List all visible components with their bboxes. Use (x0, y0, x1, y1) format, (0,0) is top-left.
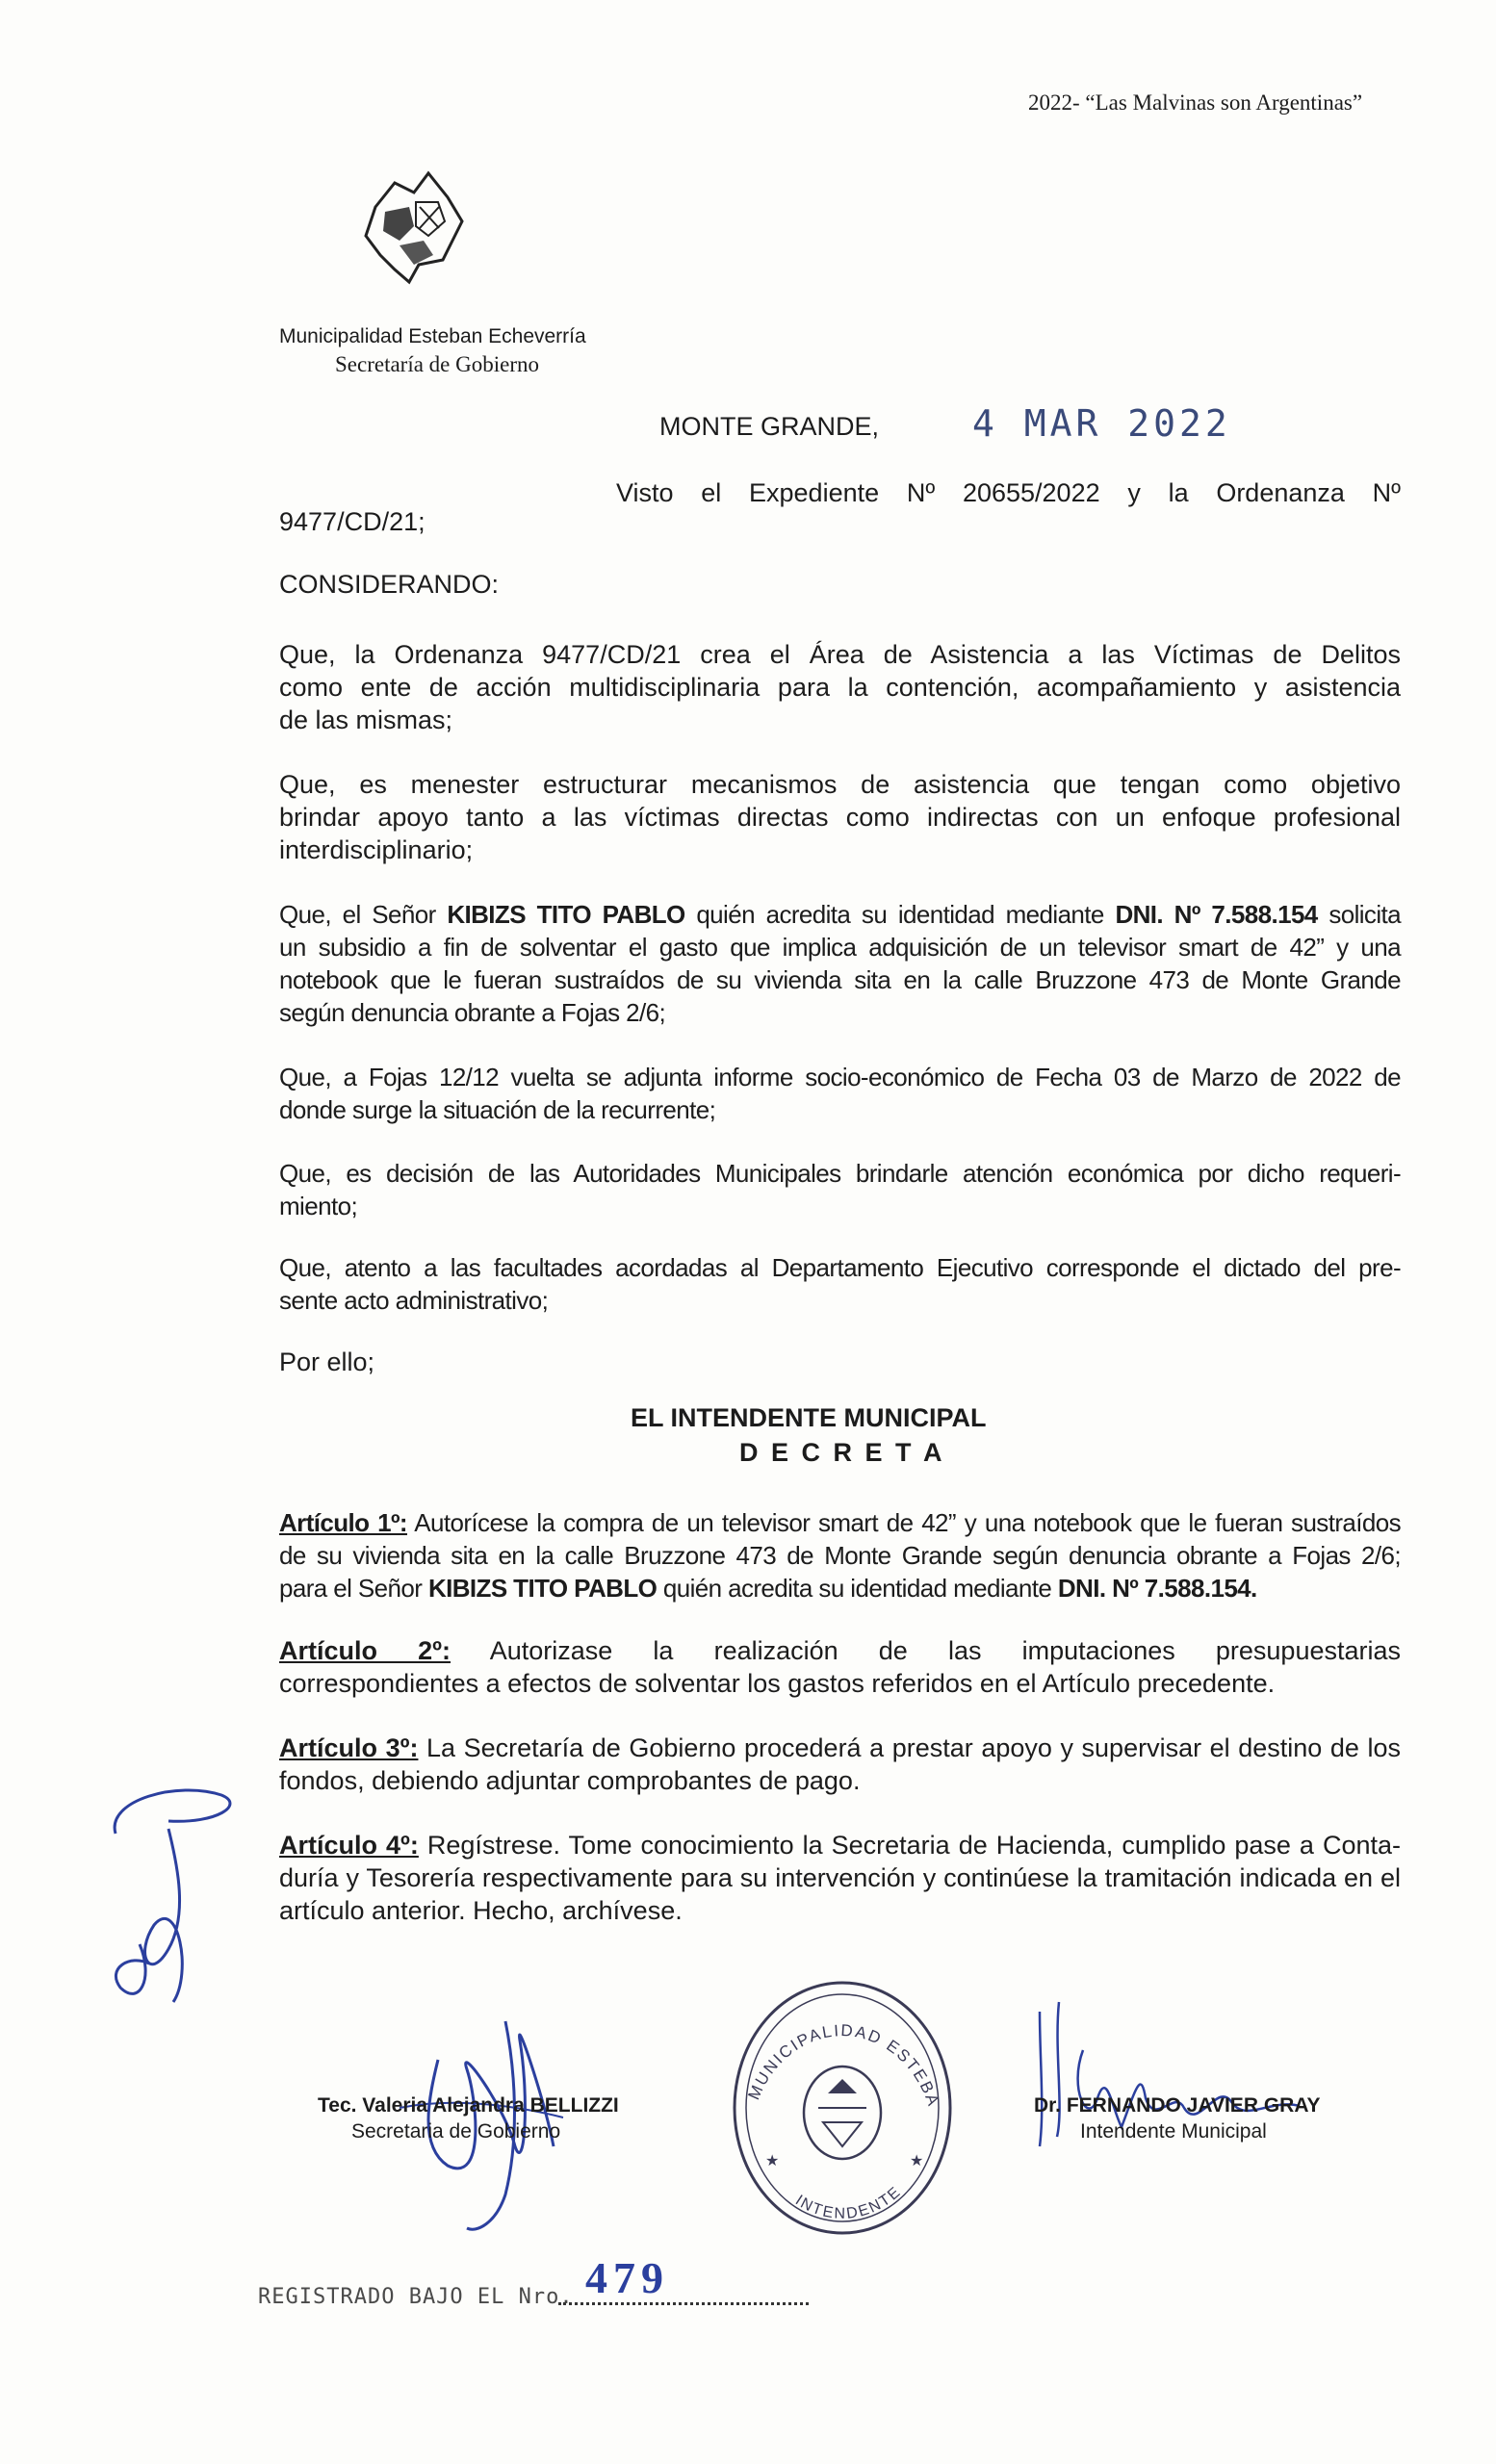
text-line (279, 1829, 1401, 1861)
text-fragment: Autorícese la compra de un televisor smart de 42” y una notebook que le fueran sustraídos (406, 1508, 1401, 1537)
text-line (279, 1634, 1401, 1667)
article-label: Artículo 4º: (279, 1831, 419, 1860)
por-ello: Por ello; (279, 1348, 375, 1376)
svg-text:★: ★ (765, 2153, 780, 2169)
seal-top-text: MUNICIPALIDAD ESTEBA (744, 2020, 943, 2110)
text-line: artículo anterior. Hecho, archívese. (279, 1896, 683, 1925)
paragraph-6 (279, 1251, 1401, 1317)
mayor-name: Dr. FERNANDO JAVIER GRAY (1034, 2094, 1321, 2117)
paragraph-3 (279, 898, 1401, 1029)
text-line: donde surge la situación de la recurrente; (279, 1095, 716, 1124)
article-4 (279, 1829, 1401, 1927)
text-line (279, 1732, 1401, 1764)
beneficiary-name: KIBIZS TITO PABLO (427, 1574, 658, 1603)
text-line: fondos, debiendo adjuntar comprobantes de pago. (279, 1766, 861, 1795)
beneficiary-dni: DNI. Nº 7.588.154. (1057, 1574, 1257, 1603)
article-label: Artículo 1º: (279, 1508, 407, 1537)
beneficiary-dni: DNI. Nº 7.588.154 (1115, 900, 1318, 929)
text-line: correspondientes a efectos de solventar los gastos referidos en el Artículo precedente. (279, 1669, 1276, 1698)
svg-text:INTENDENTE (792, 2183, 905, 2221)
registry-label: REGISTRADO BAJO EL Nro. (258, 2285, 574, 2309)
visto-line: Visto el Expediente Nº 20655/2022 y la Ordenanza Nº (616, 478, 1401, 507)
text-line: de su vivienda sita en la calle Bruzzone 473 de Monte Grande según denuncia obrante a Fojas 2/6; (279, 1541, 1401, 1570)
text-line: como ente de acción multidisciplinaria para la contención, acompañamiento y asistencia (279, 673, 1401, 702)
visto-continuation: 9477/CD/21; (279, 507, 426, 536)
date-stamp: 4 MAR 2022 (972, 402, 1231, 445)
considerando-heading: CONSIDERANDO: (279, 570, 500, 599)
text-line: notebook que le fueran sustraídos de su vivienda sita en la calle Bruzzone 473 de Monte Grande (279, 965, 1401, 994)
text-line: Que, es menester estructurar mecanismos de asistencia que tengan como objetivo (279, 770, 1401, 799)
article-3 (279, 1732, 1401, 1797)
text-line: miento; (279, 1192, 358, 1220)
text-fragment: Que, el Señor (279, 900, 448, 929)
text-fragment: quién acredita su identidad mediante (684, 900, 1116, 929)
text-line: sente acto administrativo; (279, 1286, 549, 1315)
text-line: brindar apoyo tanto a las víctimas directas como indirectas con un enfoque profesional (279, 803, 1401, 832)
svg-text:★: ★ (910, 2153, 924, 2169)
text-fragment: quién acredita su identidad mediante (657, 1574, 1058, 1603)
text-fragment: solicita (1317, 900, 1401, 929)
municipal-seal (727, 1964, 958, 2238)
mayor-title: Intendente Municipal (1080, 2120, 1267, 2143)
text-fragment: para el Señor (279, 1574, 428, 1603)
decree-heading-decreta: D E C R E T A (739, 1438, 945, 1467)
text-line (279, 1506, 1401, 1539)
paragraph-1 (279, 638, 1401, 736)
text-line: interdisciplinario; (279, 835, 474, 864)
article-2 (279, 1634, 1401, 1700)
article-label: Artículo 2º: (279, 1636, 451, 1665)
text-line: según denuncia obrante a Fojas 2/6; (279, 998, 666, 1027)
municipality-name: Municipalidad Esteban Echeverría (279, 325, 586, 347)
text-line (279, 1572, 1401, 1604)
place: MONTE GRANDE, (659, 412, 880, 441)
seal-bottom-text: INTENDENTE (792, 2183, 905, 2222)
text-line: Que, atento a las facultades acordadas al Departamento Ejecutivo corresponde el dictado del pre- (279, 1253, 1401, 1282)
text-line: Que, la Ordenanza 9477/CD/21 crea el Área de Asistencia a las Víctimas de Delitos (279, 640, 1401, 669)
coat-of-arms-logo (356, 168, 472, 289)
text-fragment: La Secretaría de Gobierno procederá a prestar apoyo y supervisar el destino de los (418, 1733, 1401, 1762)
margin-initials-signature (101, 1771, 255, 2021)
decree-heading-title: EL INTENDENTE MUNICIPAL (631, 1403, 987, 1432)
text-line (279, 898, 1401, 931)
text-line: de las mismas; (279, 706, 453, 734)
secretary-title: Secretaria de Gobierno (351, 2120, 561, 2143)
text-line: Que, es decisión de las Autoridades Municipales brindarle atención económica por dicho requeri- (279, 1159, 1401, 1188)
secretariat-name: Secretaría de Gobierno (335, 352, 540, 376)
text-line: un subsidio a fin de solventar el gasto que implica adquisición de un televisor smart de 42” y una (279, 933, 1401, 962)
paragraph-4 (279, 1061, 1401, 1126)
text-fragment: Autorizase la realización de las imputaciones presupuestarias (451, 1636, 1401, 1665)
registry-underline (558, 2302, 809, 2305)
registry-number: 479 (585, 2253, 669, 2302)
paragraph-5 (279, 1157, 1401, 1222)
beneficiary-name: KIBIZS TITO PABLO (447, 900, 685, 929)
text-line: duría y Tesorería respectivamente para su intervención y continúese la tramitación indicada en el (279, 1863, 1401, 1892)
article-1 (279, 1506, 1401, 1604)
secretary-name: Tec. Valeria Alejandra BELLIZZI (318, 2094, 619, 2117)
motto: 2022- “Las Malvinas son Argentinas” (1028, 90, 1363, 115)
text-line: Que, a Fojas 12/12 vuelta se adjunta informe socio-económico de Fecha 03 de Marzo de 2022 de (279, 1063, 1401, 1091)
paragraph-2 (279, 768, 1401, 866)
mayor-signature (1030, 1992, 1319, 2175)
text-fragment: Regístrese. Tome conocimiento la Secretaria de Hacienda, cumplido pase a Conta- (418, 1831, 1401, 1860)
article-label: Artículo 3º: (279, 1733, 419, 1762)
